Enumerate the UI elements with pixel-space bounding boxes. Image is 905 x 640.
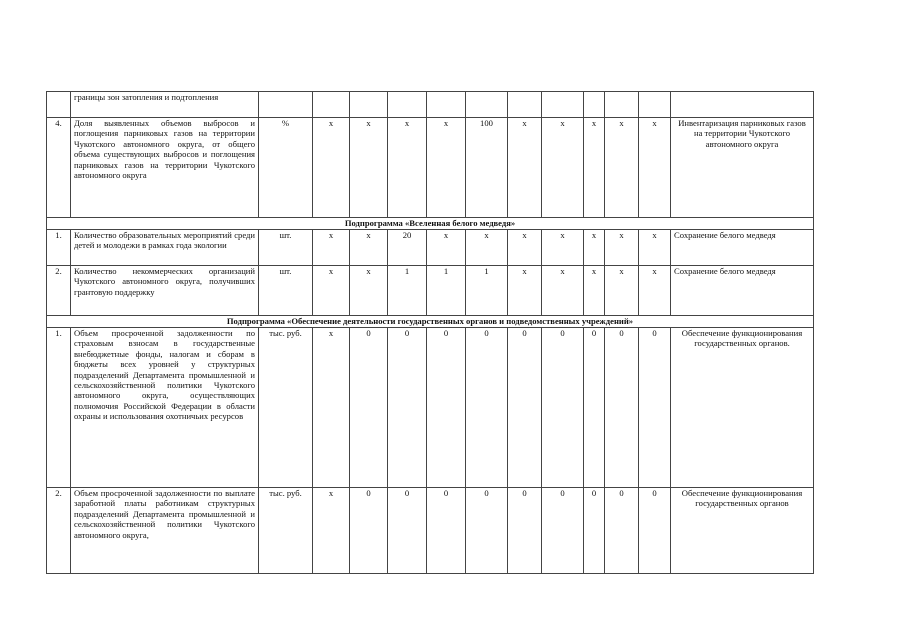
value-cell	[350, 92, 388, 118]
value-cell: х	[605, 118, 639, 218]
value-cell: х	[605, 266, 639, 316]
section-header-row	[47, 218, 814, 230]
value-cell: х	[639, 230, 671, 266]
value-cell: 0	[508, 488, 542, 574]
row-number: 2.	[47, 266, 71, 316]
unit-cell: шт.	[259, 266, 313, 316]
note-cell: Инвентаризация парниковых газов на территории Чукотского автономного округа	[671, 118, 814, 218]
value-cell: х	[584, 118, 605, 218]
value-cell: х	[508, 118, 542, 218]
value-cell: 100	[466, 118, 508, 218]
indicators-table	[46, 91, 814, 574]
value-cell: 20	[388, 230, 427, 266]
value-cell: 0	[350, 488, 388, 574]
value-cell: 0	[466, 488, 508, 574]
value-cell: х	[427, 118, 466, 218]
indicator-description: Объем просроченной задолженности по выплате заработной платы работникам структурных подразделений Департамента промышленной и сельскохозяйственной политики Чукотского автономного округа,	[71, 488, 259, 574]
table-row	[47, 92, 814, 118]
value-cell: 0	[639, 328, 671, 488]
value-cell: 1	[388, 266, 427, 316]
value-cell: х	[313, 118, 350, 218]
value-cell: х	[639, 118, 671, 218]
value-cell	[508, 92, 542, 118]
table-row	[47, 328, 814, 488]
value-cell: х	[639, 266, 671, 316]
value-cell: 0	[605, 328, 639, 488]
value-cell: х	[605, 230, 639, 266]
value-cell	[542, 92, 584, 118]
value-cell: х	[350, 230, 388, 266]
value-cell	[427, 92, 466, 118]
unit-cell: тыс. руб.	[259, 328, 313, 488]
value-cell: х	[508, 230, 542, 266]
value-cell: х	[313, 488, 350, 574]
value-cell: 1	[427, 266, 466, 316]
value-cell: х	[466, 230, 508, 266]
value-cell: 0	[605, 488, 639, 574]
value-cell: 0	[542, 328, 584, 488]
value-cell: 1	[466, 266, 508, 316]
value-cell	[605, 92, 639, 118]
value-cell	[313, 92, 350, 118]
unit-cell	[259, 92, 313, 118]
value-cell	[466, 92, 508, 118]
value-cell: 0	[388, 488, 427, 574]
value-cell: 0	[584, 488, 605, 574]
value-cell: 0	[350, 328, 388, 488]
value-cell: х	[542, 266, 584, 316]
row-number: 1.	[47, 230, 71, 266]
note-cell: Обеспечение функционирования государственных органов	[671, 488, 814, 574]
table-row	[47, 266, 814, 316]
indicator-description: Количество образовательных мероприятий среди детей и молодежи в рамках года экологии	[71, 230, 259, 266]
note-cell: Обеспечение функционирования государственных органов.	[671, 328, 814, 488]
value-cell: 0	[639, 488, 671, 574]
value-cell: 0	[584, 328, 605, 488]
section-header-row	[47, 316, 814, 328]
row-number: 2.	[47, 488, 71, 574]
value-cell: х	[313, 328, 350, 488]
value-cell: х	[388, 118, 427, 218]
value-cell: х	[508, 266, 542, 316]
indicator-description: Доля выявленных объемов выбросов и поглощения парниковых газов на территории Чукотского автономного округа, от общего объема существующих выбросов и поглощения парниковых газов на территории Чукотского автономного округа	[71, 118, 259, 218]
value-cell: х	[350, 266, 388, 316]
indicator-description: границы зон затопления и подтопления	[71, 92, 259, 118]
value-cell: х	[584, 230, 605, 266]
row-number	[47, 92, 71, 118]
value-cell: х	[542, 118, 584, 218]
unit-cell: %	[259, 118, 313, 218]
value-cell	[584, 92, 605, 118]
row-number: 4.	[47, 118, 71, 218]
value-cell: 0	[388, 328, 427, 488]
table-row	[47, 488, 814, 574]
value-cell: 0	[466, 328, 508, 488]
value-cell	[388, 92, 427, 118]
value-cell: 0	[542, 488, 584, 574]
value-cell: 0	[427, 328, 466, 488]
indicator-description: Количество некоммерческих организаций Чукотского автономного округа, получивших грантовую поддержку	[71, 266, 259, 316]
note-cell: Сохранение белого медведя	[671, 266, 814, 316]
value-cell: х	[313, 266, 350, 316]
unit-cell: тыс. руб.	[259, 488, 313, 574]
value-cell: 0	[427, 488, 466, 574]
table-row	[47, 230, 814, 266]
section-title: Подпрограмма «Обеспечение деятельности государственных органов и подведомственных учреждений»	[47, 316, 814, 328]
note-cell: Сохранение белого медведя	[671, 230, 814, 266]
value-cell: 0	[508, 328, 542, 488]
section-title: Подпрограмма «Вселенная белого медведя»	[47, 218, 814, 230]
value-cell: х	[427, 230, 466, 266]
unit-cell: шт.	[259, 230, 313, 266]
note-cell	[671, 92, 814, 118]
table-row	[47, 118, 814, 218]
value-cell: х	[542, 230, 584, 266]
value-cell: х	[584, 266, 605, 316]
value-cell: х	[350, 118, 388, 218]
value-cell	[639, 92, 671, 118]
indicator-description: Объем просроченной задолженности по страховым взносам в государственные внебюджетные фонды, налогам и сборам в бюджеты всех уровней у структурных подразделений Департамента промышленной и сельскохозяйственной политики Чукотского автономного округа, осуществляющих полномочия Российской Федерации в области охраны и использования охотничьих ресурсов	[71, 328, 259, 488]
value-cell: х	[313, 230, 350, 266]
row-number: 1.	[47, 328, 71, 488]
